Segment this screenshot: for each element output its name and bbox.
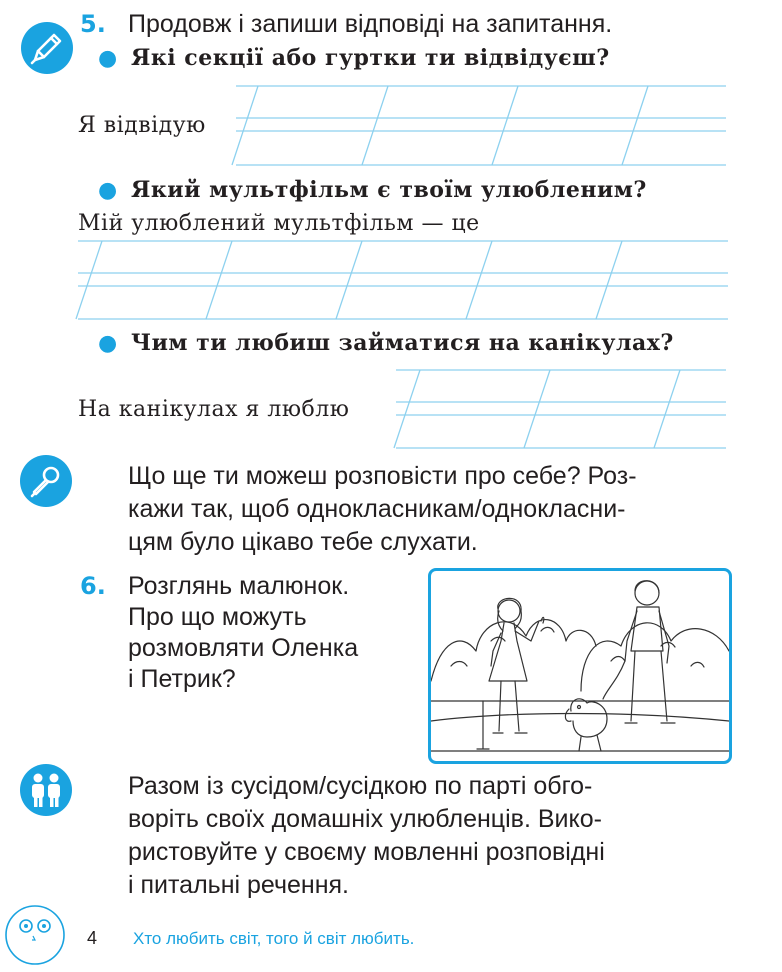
question-1: Які секції або гуртки ти відвідуєш?	[131, 45, 610, 71]
microphone-icon	[20, 455, 72, 507]
pair-line-4: і питальні речення.	[128, 871, 349, 899]
question-2: Який мультфільм є твоїм улюбленим?	[131, 177, 647, 203]
page-number: 4	[87, 928, 98, 948]
bullet: ●	[98, 331, 118, 356]
park-illustration	[431, 571, 729, 761]
writing-lines-2	[72, 235, 732, 325]
answer-3-prefix: На канікулах я люблю	[78, 397, 350, 422]
task6-line-1: Розглянь малюнок.	[128, 572, 350, 600]
speak-line-2: кажи так, щоб однокласникам/однокласни-	[128, 495, 626, 523]
footer-motto: Хто любить світ, того й світ любить.	[133, 929, 415, 948]
task6-line-4: і Петрик?	[128, 665, 236, 693]
answer-1-prefix: Я відвідую	[78, 113, 206, 138]
task5-number: 5.	[80, 10, 106, 38]
writing-lines-3	[390, 364, 730, 454]
task6-number: 6.	[80, 572, 106, 600]
pair-line-3: ристовуйте у своєму мовленні розповідні	[128, 838, 605, 866]
bullet: ●	[98, 178, 118, 203]
task6-line-3: розмовляти Оленка	[128, 634, 359, 662]
mascot-face-icon	[2, 902, 68, 972]
pencil-icon	[21, 22, 73, 74]
writing-lines-1	[230, 80, 730, 170]
picture-frame	[428, 568, 732, 764]
speak-line-3: цям було цікаво тебе слухати.	[128, 528, 478, 556]
task5-instruction: Продовж і запиши відповіді на запитання.	[128, 10, 613, 38]
pair-work-icon	[20, 764, 72, 816]
bullet: ●	[98, 46, 118, 71]
pair-line-1: Разом із сусідом/сусідкою по парті обго-	[128, 772, 593, 800]
pair-line-2: воріть своїх домашніх улюбленців. Вико-	[128, 805, 602, 833]
answer-2-prefix: Мій улюблений мультфільм — це	[78, 211, 480, 236]
speak-line-1: Що ще ти можеш розповісти про себе? Роз-	[128, 462, 637, 490]
question-3: Чим ти любиш займатися на канікулах?	[131, 330, 674, 356]
task6-line-2: Про що можуть	[128, 603, 307, 631]
